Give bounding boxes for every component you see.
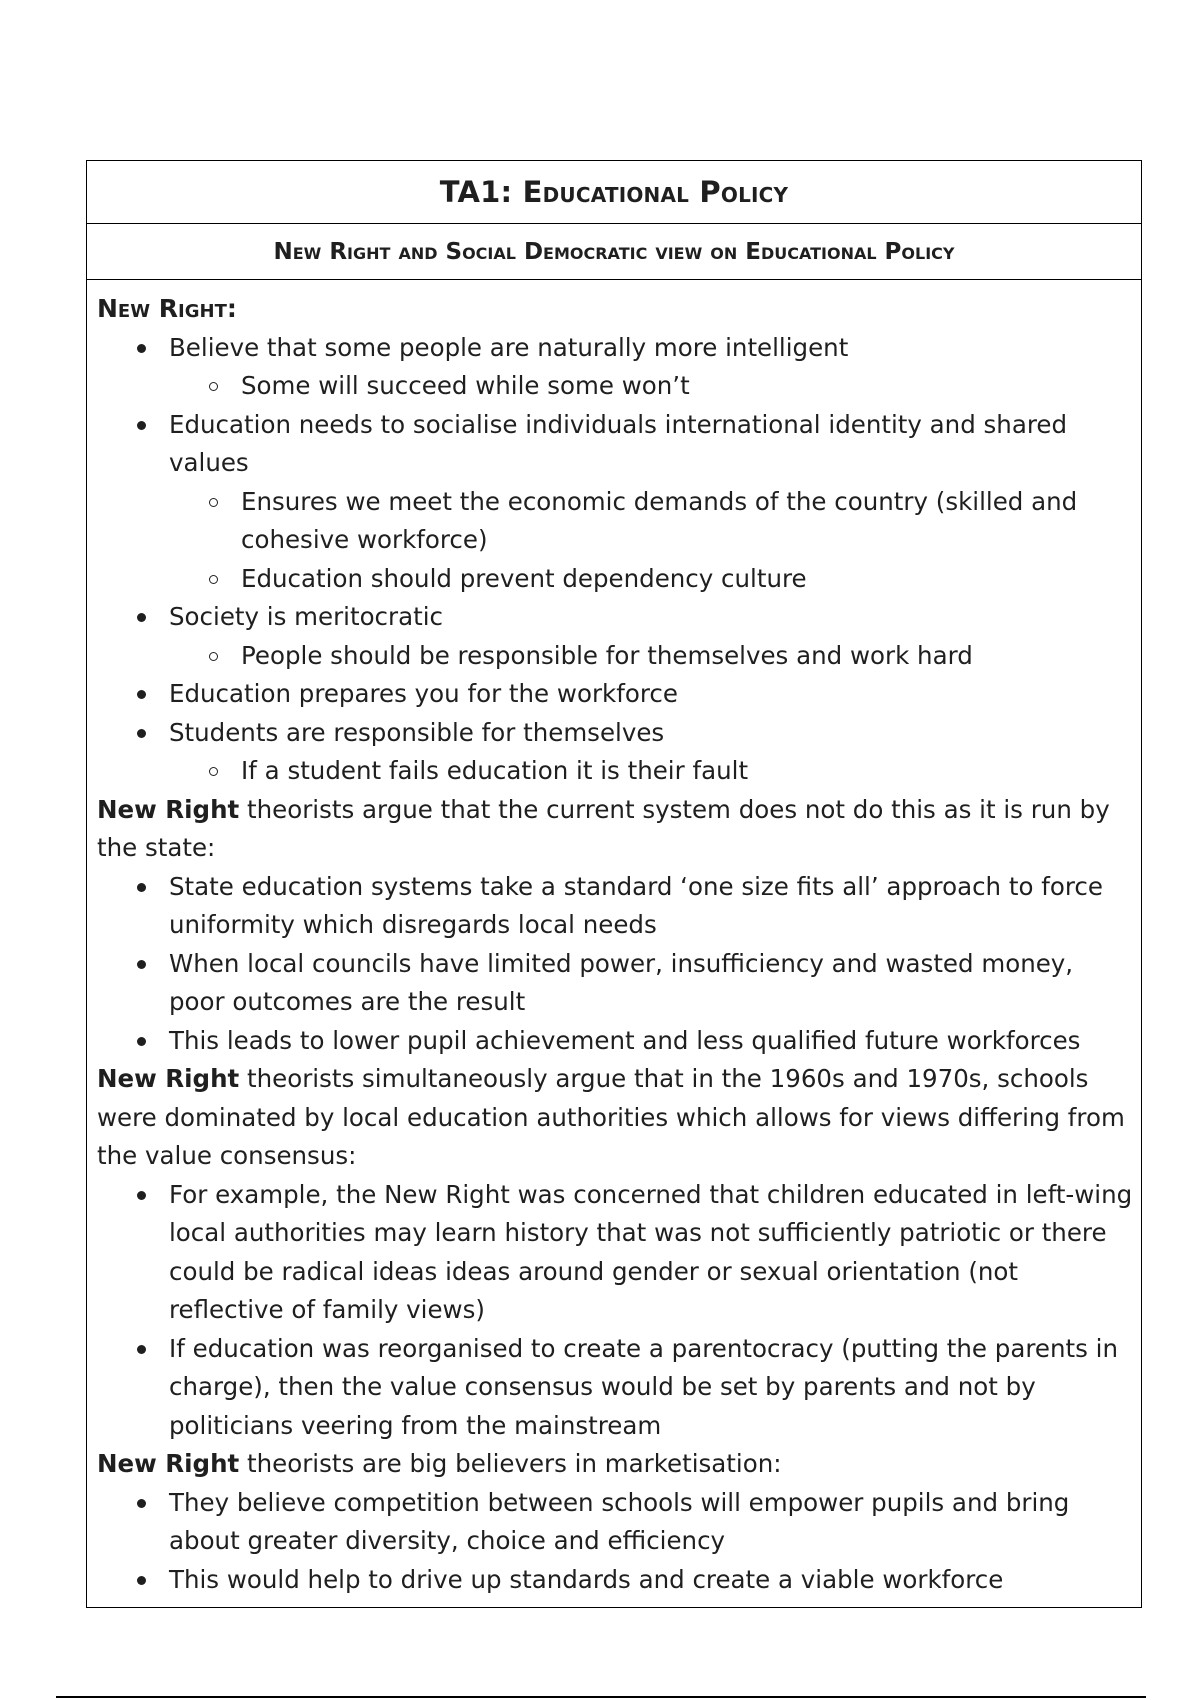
list-item-text: Education needs to socialise individuals international identity and shared values xyxy=(169,409,1068,477)
sub-list-item: If a student fails education it is their fault xyxy=(169,752,1133,791)
sub-list-item: Education should prevent dependency culture xyxy=(169,560,1133,599)
notes-content xyxy=(87,280,1141,1607)
paragraph-text: theorists argue that the current system does not do this as it is run by the state: xyxy=(97,794,1110,862)
paragraph-text: theorists are big believers in marketisation: xyxy=(239,1449,782,1478)
marketisation-list xyxy=(97,1484,1133,1600)
sub-list-item: Some will succeed while some won’t xyxy=(169,367,1133,406)
list-item: For example, the New Right was concerned that children educated in left-wing local authorities may learn history that was not sufficiently patriotic or there could be radical ideas ideas around gender or sexual orientation (not reflective of family views) xyxy=(97,1176,1133,1330)
list-item xyxy=(97,675,1133,714)
list-item xyxy=(97,329,1133,406)
list-item xyxy=(97,598,1133,675)
beliefs-list xyxy=(97,329,1133,791)
sub-list xyxy=(169,752,1133,791)
page-subtitle: New Right and Social Democratic view on Educational Policy xyxy=(87,224,1141,280)
list-item xyxy=(97,406,1133,599)
sub-list xyxy=(169,637,1133,676)
notes-table xyxy=(86,160,1142,1608)
sub-list xyxy=(169,483,1133,599)
list-item-text: Society is meritocratic xyxy=(169,602,443,631)
state-criticism-list xyxy=(97,868,1133,1061)
list-item-text: Education prepares you for the workforce xyxy=(169,679,678,708)
page-title: TA1: Educational Policy xyxy=(87,161,1141,224)
bold-term: New Right xyxy=(97,1449,240,1478)
list-item xyxy=(97,714,1133,791)
list-item: If education was reorganised to create a parentocracy (putting the parents in charge), then the value consensus would be set by parents and not by politicians veering from the mainstream xyxy=(97,1330,1133,1446)
list-item: When local councils have limited power, insufficiency and wasted money, poor outcomes are the result xyxy=(97,945,1133,1022)
bold-term: New Right xyxy=(97,794,240,824)
bold-term: New Right xyxy=(97,1064,240,1093)
list-item: They believe competition between schools will empower pupils and bring about greater diversity, choice and efficiency xyxy=(97,1484,1133,1561)
sub-list-item: Ensures we meet the economic demands of the country (skilled and cohesive workforce) xyxy=(169,483,1133,560)
list-item: State education systems take a standard ‘one size fits all’ approach to force uniformity which disregards local needs xyxy=(97,868,1133,945)
list-item-text: Believe that some people are naturally more intelligent xyxy=(169,332,849,362)
paragraph xyxy=(97,791,1133,868)
list-item: This would help to drive up standards and create a viable workforce xyxy=(97,1561,1133,1600)
local-authority-list xyxy=(97,1176,1133,1446)
paragraph xyxy=(97,1445,1133,1484)
sub-list xyxy=(169,367,1133,406)
list-item: This leads to lower pupil achievement and less qualified future workforces xyxy=(97,1022,1133,1061)
paragraph-text: theorists simultaneously argue that in the 1960s and 1970s, schools were dominated by local education authorities which allows for views differing from the value consensus: xyxy=(97,1064,1125,1170)
paragraph xyxy=(97,1060,1133,1176)
page-divider xyxy=(56,1696,1146,1698)
list-item-text: Students are responsible for themselves xyxy=(169,717,665,747)
section-heading: New Right: xyxy=(97,294,237,323)
sub-list-item: People should be responsible for themselves and work hard xyxy=(169,637,1133,676)
